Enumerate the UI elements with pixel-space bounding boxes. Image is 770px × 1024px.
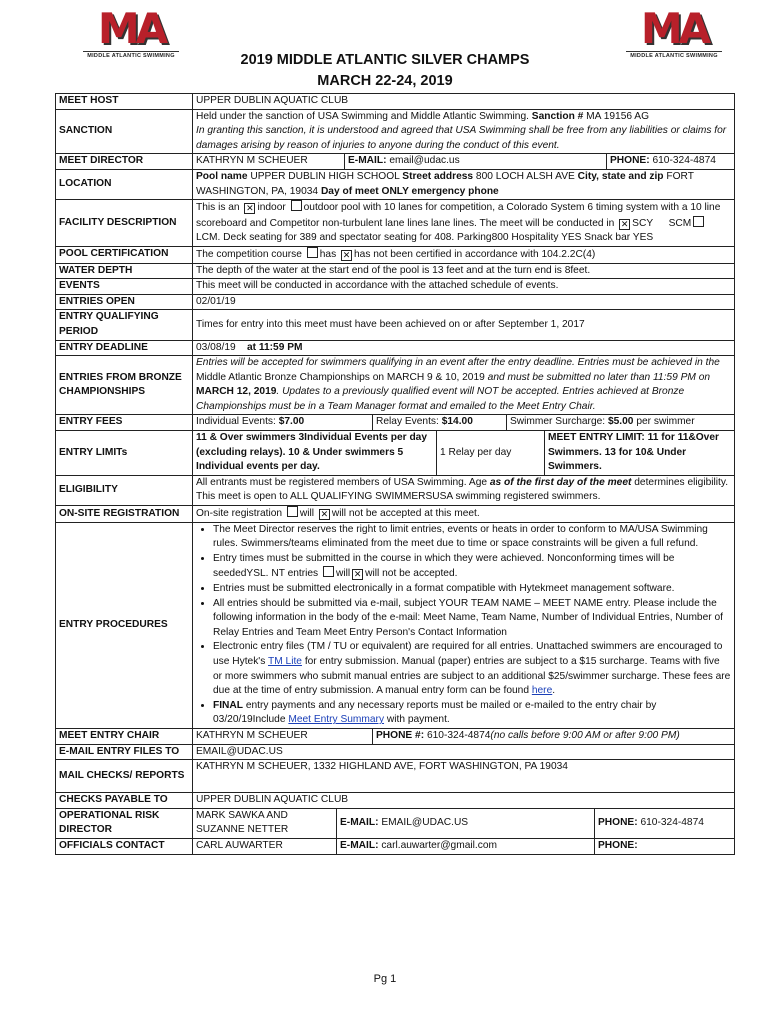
text: All entrants must be registered members of USA Swimming. Age <box>196 476 488 488</box>
fee-individual: $7.00 <box>278 416 305 428</box>
pool-label: Pool name <box>196 170 248 182</box>
email-label: E-MAIL: <box>348 155 387 167</box>
label: OPERATIONAL RISK DIRECTOR <box>56 808 193 838</box>
has-not-checkbox[interactable]: ✕ <box>342 249 351 260</box>
text: SCY <box>632 217 653 229</box>
text: with payment. <box>386 714 450 726</box>
logo-tagline: MIDDLE ATLANTIC SWIMMING <box>83 51 179 59</box>
emergency-phone-label: Day of meet ONLY emergency phone <box>320 185 499 197</box>
sanction-disclaimer: In granting this sanction, it is understood and agreed that USA Swimming shall be free from any liabilities or claims for damages arising by reason of injuries to anyone during the conduct of this event. <box>196 125 727 151</box>
row-qualifying <box>56 310 735 340</box>
email-label: E-MAIL: <box>340 817 379 829</box>
outdoor-checkbox[interactable] <box>291 200 302 211</box>
text: will <box>336 568 351 580</box>
list-item: • Electronic entry files (TM / TU or equivalent) are required for all entries. Unattached swimmers are encouraged to use Hytek's TM Lite for entry submission. Manual (paper) entries are subject to a $15 surcharge. Teams with five or more swimmers who submit manual entries are subject to an additional $25/swimmer surcharge. These fees are due at the time of entry submission. A manual entry form can be found here. <box>213 640 731 698</box>
value: UPPER DUBLIN AQUATIC CLUB <box>193 94 735 110</box>
label: SANCTION <box>56 109 193 154</box>
row-op-risk <box>56 808 735 838</box>
pool-name: UPPER DUBLIN HIGH SCHOOL <box>250 170 400 182</box>
deadline-date: 03/08/19 <box>196 341 236 353</box>
chair-phone: 610-324-4874 <box>426 729 491 741</box>
label: MEET HOST <box>56 94 193 110</box>
text: . Updates to a previously qualified event will NOT be accepted. Entries achieved at Bronze Championships must be in a Team Manager format and emailed to the Meet Entry Chair. <box>196 386 685 412</box>
meet-title: 2019 MIDDLE ATLANTIC SILVER CHAMPS <box>240 52 530 68</box>
value: UPPER DUBLIN AQUATIC CLUB <box>193 793 735 809</box>
value: 02/01/19 <box>193 294 735 310</box>
meet-entry-summary-link[interactable]: Meet Entry Summary <box>288 714 385 726</box>
meet-info-table <box>55 93 735 855</box>
text: indoor <box>257 202 286 214</box>
value: The depth of the water at the start end of the pool is 13 feet and at the turn end is 8feet. <box>193 263 735 279</box>
chair-name: KATHRYN M SCHEUER <box>196 729 308 741</box>
scm-checkbox[interactable] <box>693 216 704 227</box>
list-item <box>213 699 731 728</box>
text: will not be accepted at this meet. <box>331 508 480 520</box>
row-limits <box>56 431 735 476</box>
row-facility <box>56 200 735 247</box>
street: 800 LOCH ALSH AVE <box>475 170 575 182</box>
row-entries-open <box>56 294 735 310</box>
text: has not been certified in accordance with 104.2.2C(4) <box>354 248 596 260</box>
list-item <box>213 552 731 582</box>
row-fees <box>56 415 735 431</box>
limit-relay: 1 Relay per day <box>437 431 545 475</box>
row-entry-chair <box>56 728 735 744</box>
value: Times for entry into this meet must have been achieved on or after September 1, 2017 <box>193 310 735 340</box>
row-location <box>56 169 735 199</box>
text: will <box>299 508 315 520</box>
label: MEET DIRECTOR <box>56 154 193 170</box>
scm-checkbox-spacer <box>658 218 664 227</box>
label: LOCATION <box>56 169 193 199</box>
has-checkbox[interactable] <box>307 247 318 258</box>
here-link[interactable]: here <box>531 685 553 697</box>
officials-name: CARL AUWARTER <box>196 839 283 851</box>
row-checks-payable <box>56 793 735 809</box>
value: KATHRYN M SCHEUER, 1332 HIGHLAND AVE, FORT WASHINGTON, PA 19034 <box>193 760 735 793</box>
value: EMAIL@UDAC.US <box>193 744 735 760</box>
row-onsite <box>56 506 735 523</box>
text: entry payments and any necessary reports must be mailed or e-mailed to the entry chair by 03/20/19Include <box>213 699 657 726</box>
logo-mark: MA <box>97 4 165 53</box>
label: ENTRY PROCEDURES <box>56 522 193 728</box>
list-item: • The Meet Director reserves the right to limit entries, events or heats in order to conform to MA/USA Swimming rules. Swimmers/teams eliminated from the meet due to time or space constraints will be given a full refund. <box>213 523 731 552</box>
nt-will-checkbox[interactable] <box>323 566 334 577</box>
logo-mark: MA <box>640 4 708 53</box>
row-eligibility <box>56 475 735 505</box>
limit-meet: MEET ENTRY LIMIT: 11 for 11&Over Swimmers. 13 for 10& Under Swimmers. <box>545 431 732 475</box>
text: MARCH 12, 2019 <box>196 386 277 398</box>
list-item: • All entries should be submitted via e-mail, subject YOUR TEAM NAME – MEET NAME entry. Please include the following information in the body of the e-mail: Meet Name, Team Name, Number of Individual Entries, Number of Relay Entries and Team Meet Entry Person's Contact Information <box>213 597 731 641</box>
label: ENTRIES OPEN <box>56 294 193 310</box>
text: Individual Events: <box>196 416 276 428</box>
will-not-checkbox[interactable]: ✕ <box>320 509 329 520</box>
logo-tagline: MIDDLE ATLANTIC SWIMMING <box>626 51 722 59</box>
city-label: City, state and zip <box>577 170 664 182</box>
label: ON-SITE REGISTRATION <box>56 506 193 523</box>
text: outdoor pool with 10 lanes for competition, a Colorado System 6 timing system with a 10 line scoreboard and Competitor non-turbulent lane lines lane lines. The meet will be conducted in <box>196 202 721 229</box>
risk-director-name: MARK SAWKA AND SUZANNE NETTER <box>196 809 289 836</box>
text: The competition course <box>196 248 302 260</box>
fee-surcharge: $5.00 <box>607 416 634 428</box>
label: POOL CERTIFICATION <box>56 246 193 263</box>
director-email: email@udac.us <box>389 155 460 167</box>
risk-phone: 610-324-4874 <box>640 817 704 829</box>
street-label: Street address <box>402 170 474 182</box>
text: Middle Atlantic Bronze Championships <box>196 371 370 383</box>
text: determines eligibility. This meet is open to ALL QUALIFYING SWIMMERSUSA swimming registered swimmers. <box>196 476 729 503</box>
deadline-time: at 11:59 PM <box>246 341 303 353</box>
text: per swimmer <box>636 416 695 428</box>
row-water-depth <box>56 263 735 279</box>
phone-label: PHONE: <box>595 839 732 854</box>
row-email-files <box>56 744 735 760</box>
fee-relay: $14.00 <box>441 416 473 428</box>
row-meet-director <box>56 154 735 170</box>
text: Entries will be accepted for swimmers qualifying in an event after the entry deadline. Entries must be achieved in the <box>196 357 720 369</box>
row-sanction <box>56 109 735 154</box>
text: Entry times must be submitted in the course in which they were achieved. Nonconforming times will be seededYSL. NT entries <box>213 552 675 580</box>
text: LCM. Deck seating for 389 and spectator seating for 408. Parking800 Hospitality YES Snack bar YES <box>196 232 654 244</box>
city: FORT WASHINGTON, PA, 19034 <box>196 170 694 197</box>
row-events <box>56 279 735 295</box>
label: EVENTS <box>56 279 193 295</box>
text: Electronic entry files (TM / TU or equivalent) are required for all entries. Unattached swimmers are encouraged to use Hytek's <box>213 641 723 667</box>
row-deadline <box>56 340 735 356</box>
risk-email: EMAIL@UDAC.US <box>381 817 469 829</box>
text: has <box>319 248 337 260</box>
phone-label: PHONE: <box>610 155 650 167</box>
label: ENTRY LIMITs <box>56 431 193 476</box>
text: This is an <box>196 202 240 214</box>
label: ELIGIBILITY <box>56 475 193 505</box>
label: OFFICIALS CONTACT <box>56 838 193 854</box>
text: on MARCH 9 & 10, 2019 <box>372 371 485 383</box>
nt-will-not-checkbox[interactable]: ✕ <box>353 569 362 580</box>
text: Relay Events: <box>376 416 439 428</box>
email-label: E-MAIL: <box>340 839 379 851</box>
text: for entry submission. Manual (paper) entries are subject to a $15 surcharge. Teams with five or more swimmers who submit manual entries are subject to an additional $25/swimmer surcharge. These fees are due at the time of entry submission. A manual entry form can be found <box>213 655 731 697</box>
label: ENTRY FEES <box>56 415 193 431</box>
sanction-num: MA 19156 AG <box>586 110 650 122</box>
row-mail-checks <box>56 760 735 793</box>
text: will not be accepted. <box>365 568 458 580</box>
label: WATER DEPTH <box>56 263 193 279</box>
list-item: • Entries must be submitted electronically in a format compatible with Hytekmeet management software. <box>213 582 731 597</box>
text: FINAL <box>213 699 243 711</box>
will-checkbox[interactable] <box>287 506 298 517</box>
phone-label: PHONE #: <box>376 729 425 741</box>
sanction-num-label: Sanction # <box>531 110 584 122</box>
procedures-list <box>196 523 731 728</box>
limit-individual: 11 & Over swimmers 3Individual Events per day (excluding relays). 10 & Under swimmers 5 Individual events per day. <box>196 432 428 473</box>
director-phone: 610-324-4874 <box>652 155 716 167</box>
label: E-MAIL ENTRY FILES TO <box>56 744 193 760</box>
text: as of the first day of the meet <box>489 476 632 488</box>
label: ENTRY DEADLINE <box>56 340 193 356</box>
row-meet-host <box>56 94 735 110</box>
value: This meet will be conducted in accordance with the attached schedule of events. <box>193 279 735 295</box>
text: Swimmer Surcharge: <box>510 416 606 428</box>
page-number: Pg 1 <box>373 973 397 985</box>
phone-label: PHONE: <box>598 817 638 829</box>
indoor-checkbox[interactable]: ✕ <box>246 203 254 214</box>
label: ENTRY QUALIFYING PERIOD <box>56 310 193 340</box>
scy-checkbox[interactable]: ✕ <box>620 218 629 229</box>
row-pool-cert <box>56 246 735 263</box>
row-officials <box>56 838 735 854</box>
director-name: KATHRYN M SCHEUER <box>196 155 308 167</box>
label: MAIL CHECKS/ REPORTS <box>56 760 193 793</box>
sanction-text: Held under the sanction of USA Swimming and Middle Atlantic Swimming. <box>196 110 529 122</box>
text: and must be submitted no later than 11:59 PM on <box>487 371 711 383</box>
label: CHECKS PAYABLE TO <box>56 793 193 809</box>
text: On-site registration <box>196 508 283 520</box>
meet-dates: MARCH 22-24, 2019 <box>317 73 453 89</box>
tm-lite-link[interactable]: TM Lite <box>268 655 302 667</box>
label: MEET ENTRY CHAIR <box>56 728 193 744</box>
officials-email: carl.auwarter@gmail.com <box>381 839 497 851</box>
call-note: (no calls before 9:00 AM or after 9:00 PM) <box>490 729 680 741</box>
label: ENTRIES FROM BRONZE CHAMPIONSHIPS <box>56 356 193 415</box>
text: SCM <box>668 217 692 229</box>
label: FACILITY DESCRIPTION <box>56 200 193 247</box>
row-procedures <box>56 522 735 728</box>
row-bronze <box>56 356 735 415</box>
